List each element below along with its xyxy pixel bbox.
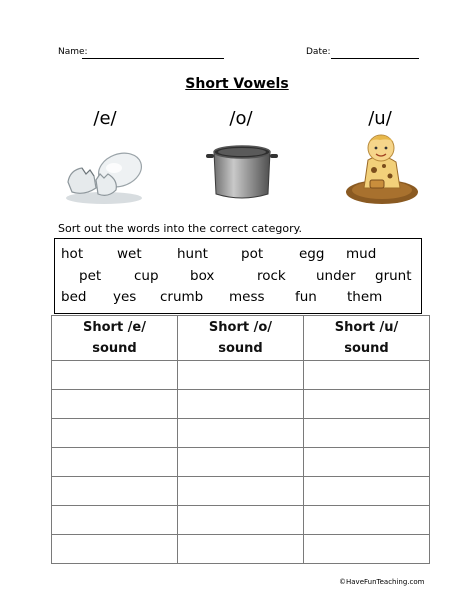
word-item: mud: [346, 246, 377, 262]
answer-cell[interactable]: [304, 390, 430, 419]
mud-icon: [340, 130, 422, 210]
answer-cell[interactable]: [178, 361, 304, 390]
answer-cell[interactable]: [178, 390, 304, 419]
word-item: grunt: [375, 268, 412, 284]
word-item: box: [190, 268, 215, 284]
word-item: under: [316, 268, 356, 284]
name-field[interactable]: [82, 58, 224, 59]
table-row: [52, 506, 430, 535]
table-header-row: [52, 316, 430, 361]
name-label: Name:: [58, 47, 88, 57]
sound-e-label: /e/: [93, 108, 117, 129]
word-item: egg: [299, 246, 325, 262]
answer-cell[interactable]: [178, 535, 304, 564]
word-item: yes: [113, 289, 137, 305]
word-bank: [54, 238, 422, 314]
answer-cell[interactable]: [304, 419, 430, 448]
table-row: [52, 535, 430, 564]
copyright-text: ©HaveFunTeaching.com: [339, 578, 425, 586]
word-item: pet: [79, 268, 102, 284]
word-item: mess: [229, 289, 265, 305]
table-row: [52, 361, 430, 390]
answer-cell[interactable]: [52, 477, 178, 506]
word-item: crumb: [160, 289, 204, 305]
word-item: pot: [241, 246, 264, 262]
answer-cell[interactable]: [304, 506, 430, 535]
instructions-text: Sort out the words into the correct category.: [58, 222, 303, 235]
worksheet-title: Short Vowels: [185, 76, 289, 92]
sound-u-label: /u/: [368, 108, 392, 129]
answer-cell[interactable]: [304, 535, 430, 564]
date-field[interactable]: [331, 58, 419, 59]
answer-cell[interactable]: [52, 419, 178, 448]
answer-cell[interactable]: [304, 477, 430, 506]
header-short-e: Short /e/ sound: [52, 316, 178, 361]
word-item: rock: [257, 268, 286, 284]
sorting-table: [51, 315, 430, 564]
answer-cell[interactable]: [178, 419, 304, 448]
answer-cell[interactable]: [52, 361, 178, 390]
pot-icon: [204, 140, 280, 204]
word-item: them: [347, 289, 383, 305]
sound-o-label: /o/: [229, 108, 253, 129]
table-row: [52, 448, 430, 477]
word-item: hot: [61, 246, 84, 262]
header-short-o: Short /o/ sound: [178, 316, 304, 361]
answer-cell[interactable]: [178, 477, 304, 506]
answer-cell[interactable]: [178, 448, 304, 477]
table-row: [52, 419, 430, 448]
answer-cell[interactable]: [304, 448, 430, 477]
word-item: fun: [295, 289, 317, 305]
date-label: Date:: [306, 47, 331, 57]
answer-cell[interactable]: [178, 506, 304, 535]
answer-cell[interactable]: [304, 361, 430, 390]
header-short-u: Short /u/ sound: [304, 316, 430, 361]
word-item: hunt: [177, 246, 208, 262]
answer-cell[interactable]: [52, 535, 178, 564]
table-row: [52, 390, 430, 419]
answer-cell[interactable]: [52, 390, 178, 419]
word-item: wet: [117, 246, 142, 262]
word-item: bed: [61, 289, 87, 305]
answer-cell[interactable]: [52, 506, 178, 535]
word-item: cup: [134, 268, 159, 284]
table-row: [52, 477, 430, 506]
answer-cell[interactable]: [52, 448, 178, 477]
egg-icon: [60, 140, 146, 206]
